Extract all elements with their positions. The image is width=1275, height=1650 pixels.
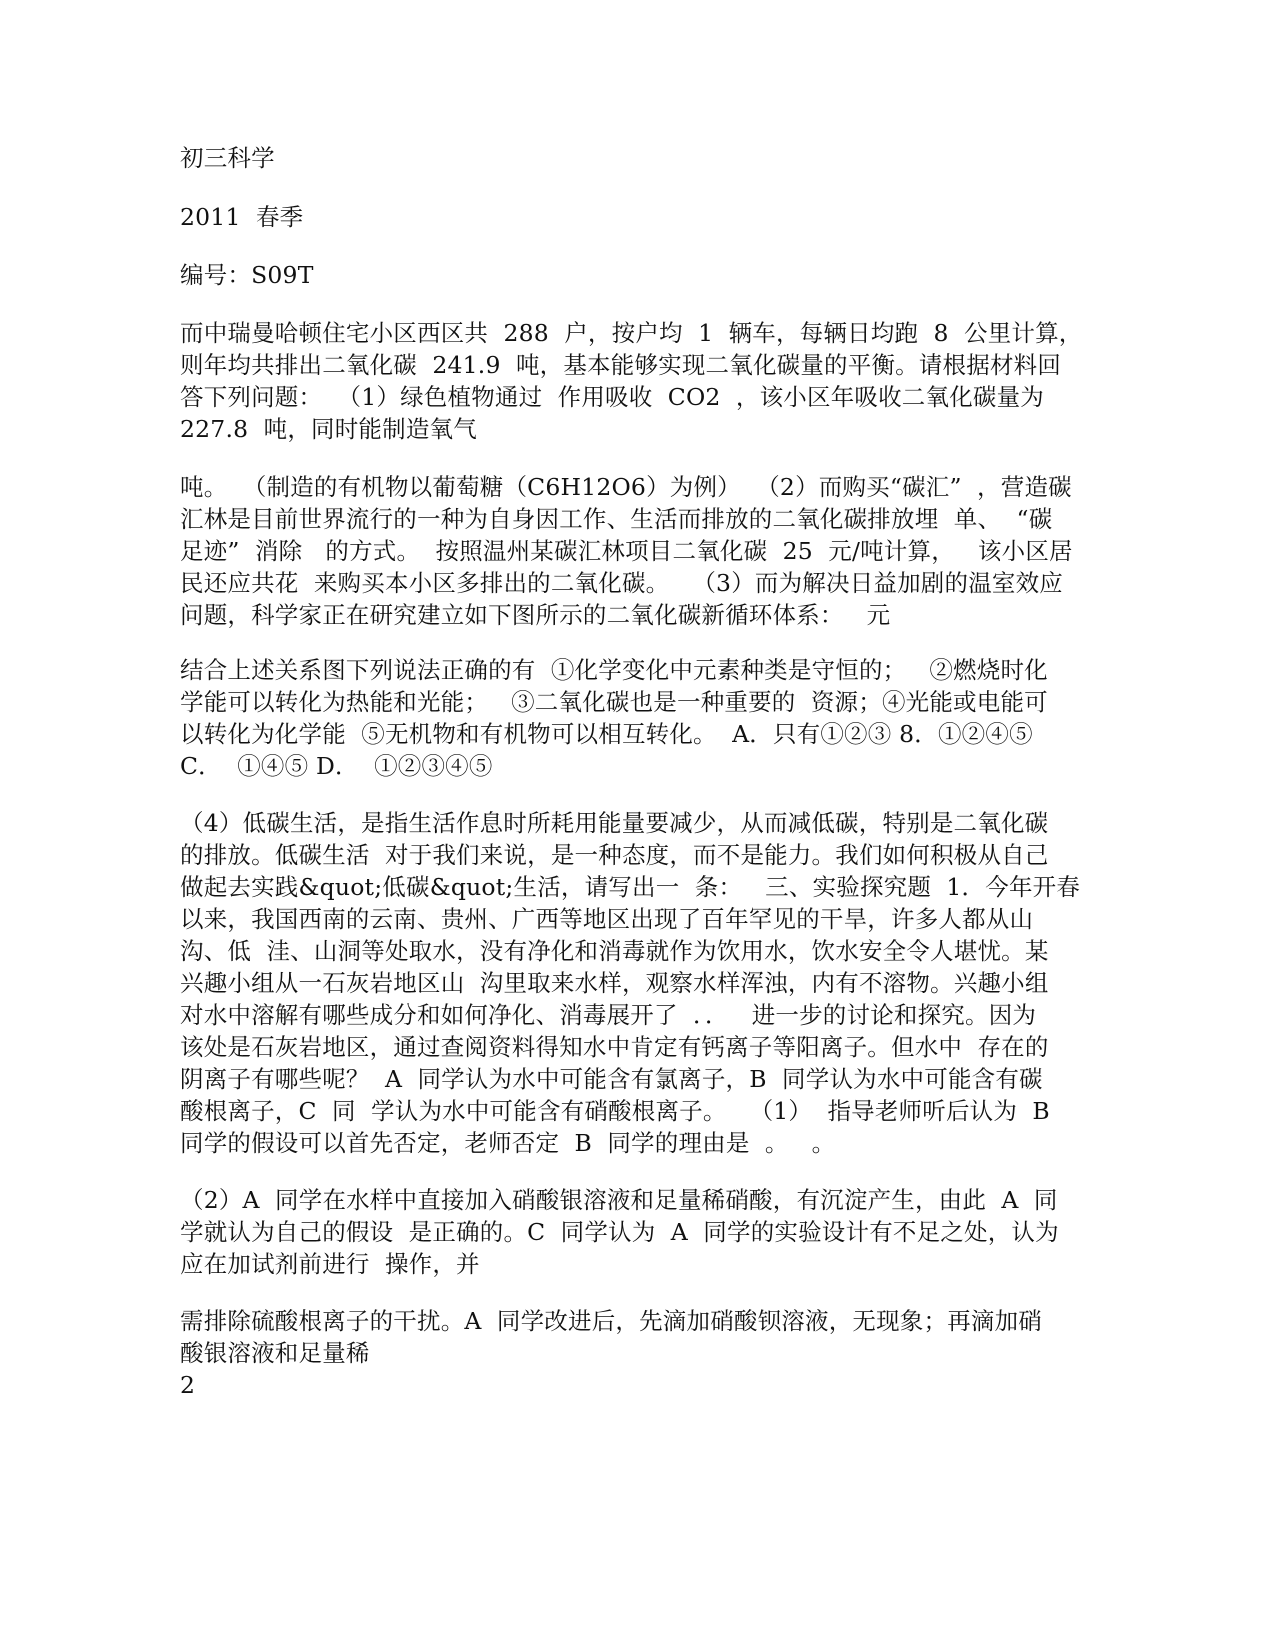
body-line: 结合上述关系图下列说法正确的有 ①化学变化中元素种类是守恒的； ②燃烧时化 bbox=[180, 656, 1048, 684]
body-line: 吨。 （制造的有机物以葡萄糖（C6H12O6）为例） （2）而购买“碳汇” ，营造碳 bbox=[180, 473, 1072, 501]
body-line: 227.8 吨，同时能制造氧气 bbox=[180, 415, 477, 443]
body-line: 而中瑞曼哈顿住宅小区西区共 288 户，按户均 1 辆车，每辆日均跑 8 公里计算， bbox=[180, 319, 1083, 347]
body-line: 酸根离子，C 同 学认为水中可能含有硝酸根离子。 （1） 指导老师听后认为 B bbox=[180, 1097, 1050, 1125]
body-line: 该处是石灰岩地区，通过查阅资料得知水中肯定有钙离子等阳离子。但水中 存在的 bbox=[180, 1033, 1049, 1061]
body-line: 的排放。低碳生活 对于我们来说，是一种态度，而不是能力。我们如何积极从自己 bbox=[180, 841, 1049, 869]
body-line: 答下列问题： （1）绿色植物通过 作用吸收 CO2 ，该小区年吸收二氧化碳量为 bbox=[180, 383, 1045, 411]
body-line: 同学的假设可以首先否定，老师否定 B 同学的理由是 。 。 bbox=[180, 1129, 836, 1157]
page-number: 2 bbox=[180, 1371, 196, 1399]
body-line: 民还应共花 来购买本小区多排出的二氧化碳。 （3）而为解决日益加剧的温室效应 bbox=[180, 569, 1064, 597]
body-line: 以转化为化学能 ⑤无机物和有机物可以相互转化。 A．只有①②③ 8．①②④⑤ bbox=[180, 720, 1033, 748]
body-line: 沟、低 洼、山洞等处取水，没有净化和消毒就作为饮用水，饮水安全令人堪忧。某 bbox=[180, 937, 1049, 965]
body-line: 酸银溶液和足量稀 bbox=[180, 1339, 370, 1367]
document-code: 编号：S09T bbox=[180, 261, 314, 289]
body-line: 学就认为自己的假设 是正确的。C 同学认为 A 同学的实验设计有不足之处，认为 bbox=[180, 1218, 1059, 1246]
body-line: 阴离子有哪些呢？ A 同学认为水中可能含有氯离子，B 同学认为水中可能含有碳 bbox=[180, 1065, 1043, 1093]
body-line: 足迹” 消除 的方式。 按照温州某碳汇林项目二氧化碳 25 元/吨计算， 该小区居 bbox=[180, 537, 1073, 565]
body-line: 需排除硫酸根离子的干扰。A 同学改进后，先滴加硝酸钡溶液，无现象；再滴加硝 bbox=[180, 1307, 1043, 1335]
body-line: C． ①④⑤ D． ①②③④⑤ bbox=[180, 752, 493, 780]
body-line: 学能可以转化为热能和光能； ③二氧化碳也是一种重要的 资源；④光能或电能可 bbox=[180, 688, 1048, 716]
body-line: 问题，科学家正在研究建立如下图所示的二氧化碳新循环体系： 元 bbox=[180, 601, 891, 629]
body-line: 兴趣小组从一石灰岩地区山 沟里取来水样，观察水样浑浊，内有不溶物。兴趣小组 bbox=[180, 969, 1049, 997]
body-line: （4）低碳生活，是指生活作息时所耗用能量要减少，从而减低碳，特别是二氧化碳 bbox=[180, 809, 1049, 837]
body-line: （2）A 同学在水样中直接加入硝酸银溶液和足量稀硝酸，有沉淀产生，由此 A 同 bbox=[180, 1186, 1058, 1214]
body-line: 则年均共排出二氧化碳 241.9 吨，基本能够实现二氧化碳量的平衡。请根据材料回 bbox=[180, 351, 1062, 379]
body-line: 应在加试剂前进行 操作，并 bbox=[180, 1250, 480, 1278]
body-line: 以来，我国西南的云南、贵州、广西等地区出现了百年罕见的干旱，许多人都从山 bbox=[180, 905, 1034, 933]
subject-title: 初三科学 bbox=[180, 144, 275, 172]
body-line: 汇林是目前世界流行的一种为自身因工作、生活而排放的二氧化碳排放埋 单、 “碳 bbox=[180, 505, 1053, 533]
body-line: 对水中溶解有哪些成分和如何净化、消毒展开了 ．． 进一步的讨论和探究。因为 bbox=[180, 1001, 1037, 1029]
body-line: 做起去实践&quot;低碳&quot;生活，请写出一 条： 三、实验探究题 1．今年开春 bbox=[180, 873, 1081, 901]
term-label: 2011 春季 bbox=[180, 203, 304, 231]
